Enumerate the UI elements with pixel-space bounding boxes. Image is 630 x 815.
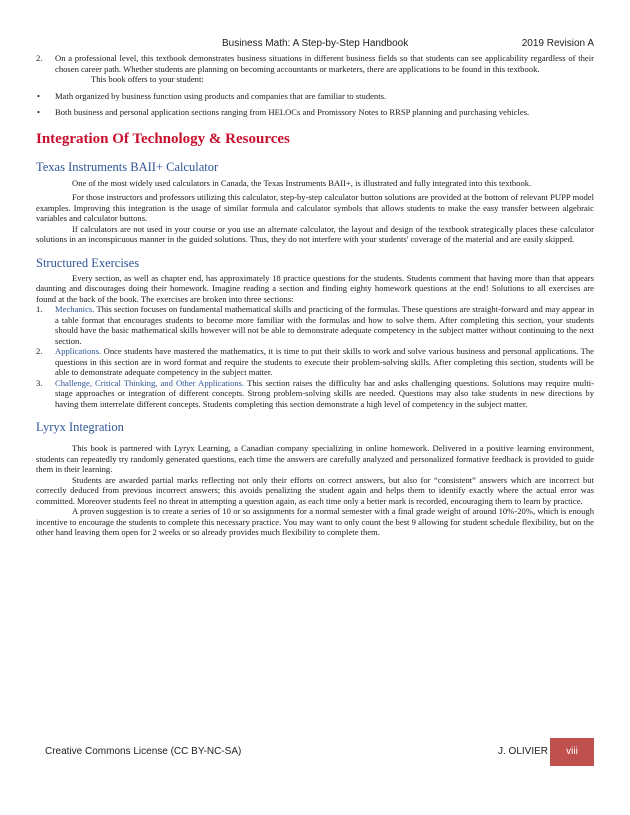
- page-number-badge: viii: [550, 738, 594, 766]
- bullet-icon: •: [37, 90, 41, 101]
- item-number: 2.: [36, 346, 43, 356]
- author-name: J. OLIVIER: [498, 746, 549, 757]
- calculator-heading: Texas Instruments BAII+ Calculator: [36, 159, 219, 174]
- bullet-text: Both business and personal application sections ranging from HELOCs and Promissory Notes to RRSP planning and purchasing vehicles.: [55, 107, 530, 117]
- running-title: Business Math: A Step-by-Step Handbook: [222, 38, 409, 49]
- page-content: [36, 53, 594, 538]
- exercise-type-text: Once students have mastered the mathematics, it is time to put their skills to work and solve various business and personal applications. The questions in this section are in word format and require the students to execute their problem-solving skills. After completing this section, students will be able to demonstrate adequate competency in the subject matter.: [55, 346, 594, 377]
- page-footer: [36, 738, 594, 766]
- lyryx-paragraph: A proven suggestion is to create a series of 10 or so assignments for a normal semester with a final grade weight of around 10%-20%, which is enough incentive to encourage the students to complete this necessary practice. You may want to only count the best 9 allowing for student schedule flexibility, but on the other hand leaving them open for 2 weeks or so already provides much flexibility to complete them.: [36, 506, 594, 537]
- bullet-text: Math organized by business function using products and companies that are familiar to students.: [55, 90, 387, 101]
- item-number: 1.: [36, 304, 43, 314]
- item-text: On a professional level, this textbook demonstrates business situations in different business fields so that students can see applicability regardless of their chosen career path. Whether students are planning on becoming accountants or marketers, there are applications to be found in this textbook.: [55, 53, 594, 74]
- offers-line: This book offers to your student:: [91, 74, 204, 84]
- intro-numbered-item: [36, 53, 594, 74]
- bullet-item: [36, 91, 594, 102]
- calculator-paragraph: One of the most widely used calculators in Canada, the Texas Instruments BAII+, is illustrated and fully integrated into this textbook.: [72, 177, 532, 188]
- exercise-type-item: [36, 378, 594, 410]
- exercises-heading: Structured Exercises: [36, 255, 140, 270]
- lyryx-paragraph: This book is partnered with Lyryx Learning, a Canadian company specializing in online homework. Delivered in a positive learning environment, students can repeatedly try randomly generated questions, each time the answers are carefully analyzed and personalized formative feedback is provided to guide them in their learning.: [36, 443, 594, 474]
- exercise-type-label: Mechanics.: [55, 304, 95, 314]
- calculator-paragraph: If calculators are not used in your course or you use an alternate calculator, the layout and design of the textbook strategically places these calculator solutions in an inconspicuous manner in the guided solutions. Thus, they do not interfere with your students' coverage of the material and are easily skipped.: [36, 223, 594, 244]
- bullet-icon: •: [37, 107, 41, 117]
- exercises-intro: Every section, as well as chapter end, has approximately 18 practice questions for the students. Students comment that having more than that appears daunting and discourages doing their homework. Imagine reading a section and finding eighty homework questions at the end! Solutions to all exercises are found at the back of the book. The exercises are broken into three sections:: [36, 272, 594, 304]
- lyryx-paragraph: Students are awarded partial marks reflecting not only their efforts on correct answers, but also for “consistent” answers which are incorrect but correctly deduced from previous incorrect answers; this avoids penalizing the student again and helps them to identify exactly where the actual error was committed. Moreover students feel no threat in attempting a question again, as each time only a better mark is recorded, encouraging them to learn by practice.: [36, 474, 594, 506]
- exercise-type-label: Challenge, Critical Thinking, and Other Applications.: [55, 377, 245, 388]
- exercise-type-label: Applications.: [55, 346, 102, 356]
- exercise-type-text: This section raises the difficulty bar and asks challenging questions. Solutions may require multi-stage approaches or integration of different concepts. Strong problem-solving skills are needed. Questions may also take students in new directions by having them interrelate different concepts. Students completing this section demonstrate a high level of competency in the subject matter.: [55, 377, 594, 409]
- calculator-paragraph: For those instructors and professors utilizing this calculator, step-by-step calculator button solutions are provided at the bottom of relevant PUPP model examples. Improving this integration is the usage of similar formula and calculator symbols that allows students to make the easy transfer between algebraic variables and calculator buttons.: [36, 192, 594, 223]
- exercise-type-text: This section focuses on fundamental mathematical skills and practicing of the formulas. These questions are straight-forward and may appear in a table format that encourages students to become more familiar with the formulas and how to solve them. After completing this section, your students should have the basic mathematical skills however will not be able to demonstrate adequate competency in the subject matter without continuing to the next section.: [55, 304, 594, 346]
- item-number: 2.: [36, 53, 43, 63]
- page-header: [36, 38, 594, 52]
- lyryx-heading: Lyryx Integration: [36, 420, 124, 434]
- exercise-type-item: [36, 304, 594, 346]
- section-title: Integration Of Technology & Resources: [36, 130, 290, 147]
- bullet-item: [36, 107, 594, 118]
- item-number: 3.: [36, 377, 43, 388]
- license-text: Creative Commons License (CC BY-NC-SA): [45, 746, 242, 757]
- revision-label: 2019 Revision A: [521, 38, 594, 49]
- exercise-type-item: [36, 346, 594, 378]
